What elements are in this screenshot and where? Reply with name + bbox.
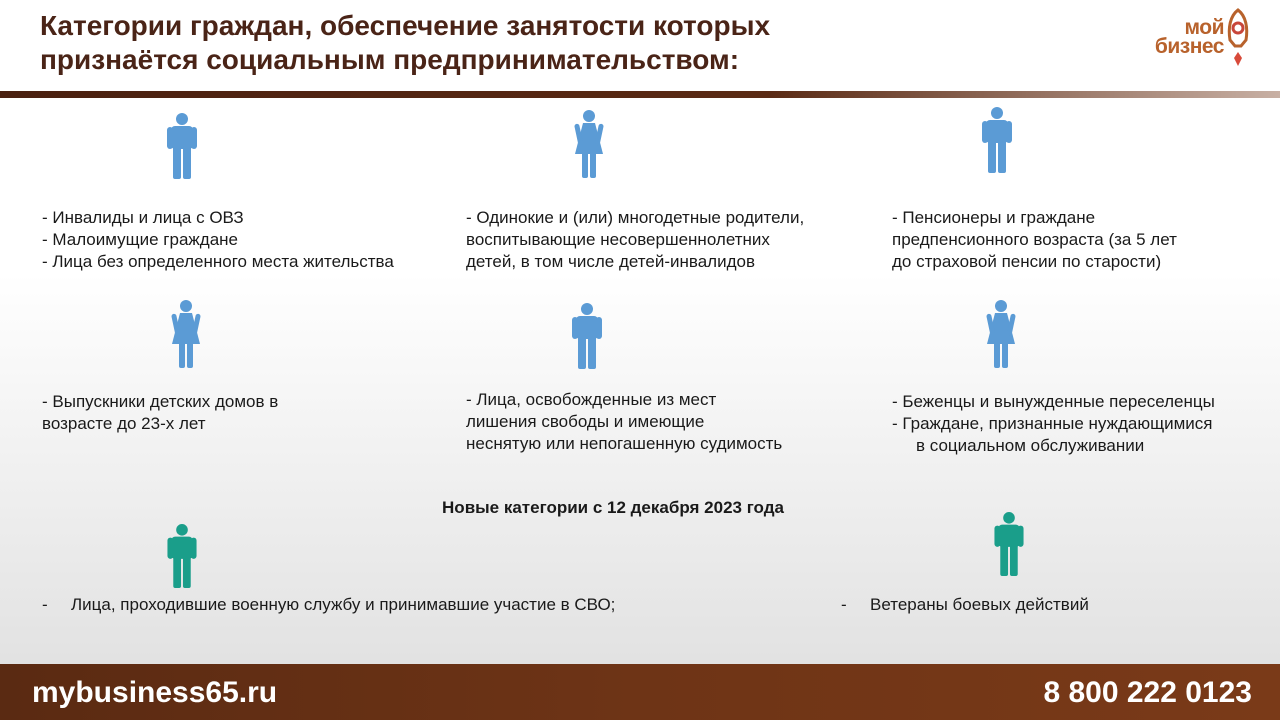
female-figure-icon [169, 300, 199, 368]
male-figure-icon [167, 524, 197, 588]
category-card-6: - Беженцы и вынужденные переселенцы - Граждане, признанные нуждающимися в социальном обслуживании [892, 392, 1215, 455]
header [0, 0, 1280, 96]
moy-biznes-logo [1128, 8, 1258, 68]
male-figure-icon [982, 107, 1012, 173]
header-divider [0, 91, 1280, 98]
new-categories-heading: Новые категории с 12 декабря 2023 года [442, 498, 784, 517]
website-link[interactable]: mybusiness65.ru [32, 676, 278, 709]
page-title-line-2: признаётся социальным предпринимательством: [40, 44, 740, 75]
logo-rocket-icon [1224, 8, 1252, 68]
page-title [40, 9, 1040, 77]
category-card-2: - Одинокие и (или) многодетные родители, воспитывающие несовершеннолетних детей, в том числе детей-инвалидов [466, 208, 805, 271]
category-card-5: - Лица, освобожденные из мест лишения свободы и имеющие неснятую или непогашенную судимость [466, 390, 783, 453]
category-card-1: - Инвалиды и лица с ОВЗ - Малоимущие граждане - Лица без определенного места жительства [42, 208, 394, 271]
new-category-item-2: - Ветераны боевых действий [841, 595, 1089, 614]
male-figure-icon [167, 113, 197, 179]
page-title-line-1: Категории граждан, обеспечение занятости которых [40, 10, 771, 41]
footer-bar [0, 664, 1280, 720]
female-figure-icon [572, 110, 602, 178]
category-card-3: - Пенсионеры и граждане предпенсионного возраста (за 5 лет до страховой пенсии по старости) [892, 208, 1177, 271]
male-figure-icon [994, 512, 1024, 576]
male-figure-icon [572, 303, 602, 369]
logo-wordmark: мой бизнес [1154, 16, 1224, 58]
female-figure-icon [984, 300, 1014, 368]
category-card-4: - Выпускники детских домов в возрасте до 23-х лет [42, 392, 279, 433]
phone-number[interactable]: 8 800 222 0123 [1043, 676, 1252, 709]
new-category-item-1: - Лица, проходившие военную службу и принимавшие участие в СВО; [42, 595, 616, 614]
